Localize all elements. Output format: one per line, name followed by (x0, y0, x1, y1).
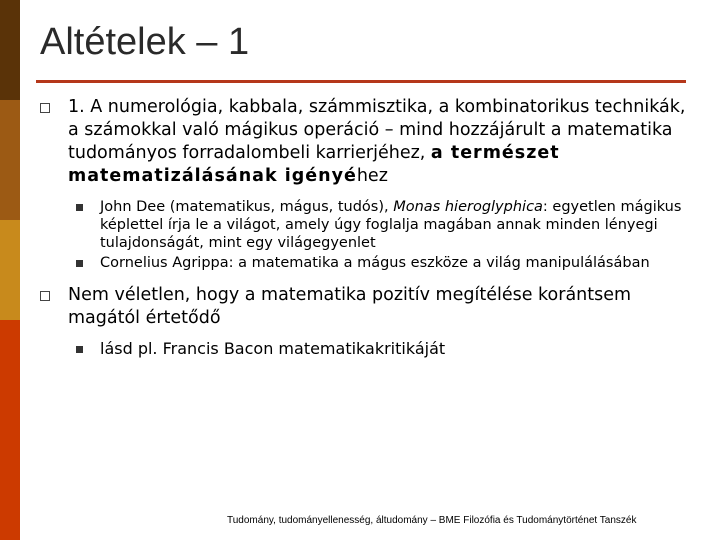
filled-square-bullet-icon (76, 204, 83, 211)
sub-bullet-2-1-text: lásd pl. Francis Bacon matematikakritikáját (100, 339, 446, 358)
sidebar-band-ochre (0, 220, 20, 320)
bullet-1-bold-text: a természet matematizálásának igényé (68, 143, 560, 186)
bullet-1 (36, 96, 686, 188)
hollow-square-bullet-icon (40, 291, 50, 301)
title-underline (36, 80, 686, 83)
sidebar-band-dark-brown (0, 0, 20, 100)
sidebar-band-brown (0, 100, 20, 220)
bullet-1-text-tail: hez (356, 166, 388, 186)
filled-square-bullet-icon (76, 346, 83, 353)
sub-bullet-1-1-text: John Dee (matematikus, mágus, tudós), (100, 199, 394, 215)
sidebar-band-orange-red (0, 320, 20, 540)
slide-title: Altételek – 1 (40, 21, 250, 63)
sub-bullet-1-1 (36, 198, 686, 252)
hollow-square-bullet-icon (40, 103, 50, 113)
filled-square-bullet-icon (76, 260, 83, 267)
bullet-2-text: Nem véletlen, hogy a matematika pozitív megítélése korántsem magától értetődő (68, 285, 632, 328)
slide-content (36, 96, 686, 360)
bullet-1-text: 1. A numerológia, kabbala, számmisztika, a kombinatorikus technikák, a számokkal való mágikus operáció – mind hozzájárult a matematika tudományos forradalombeli karrierjéhez, (68, 97, 686, 163)
sub-bullet-1-1-text-tail: : egyetlen mágikus képlettel írja le a világot, amely úgy foglalja magában annak minden lényegi tulajdonságát, mint egy világegyenlet (100, 199, 682, 251)
sub-bullet-2-1 (36, 340, 686, 358)
slide-footer: Tudomány, tudományellenesség, áltudomány – BME Filozófia és Tudománytörténet Tanszék (227, 515, 637, 526)
sub-bullet-1-2-text: Cornelius Agrippa: a matematika a mágus eszköze a világ manipulálásában (100, 255, 650, 271)
bullet-2 (36, 284, 686, 330)
sidebar-decoration (0, 0, 20, 540)
sub-bullet-1-2 (36, 254, 686, 272)
sub-bullet-1-1-italic: Monas hieroglyphica (393, 199, 543, 215)
